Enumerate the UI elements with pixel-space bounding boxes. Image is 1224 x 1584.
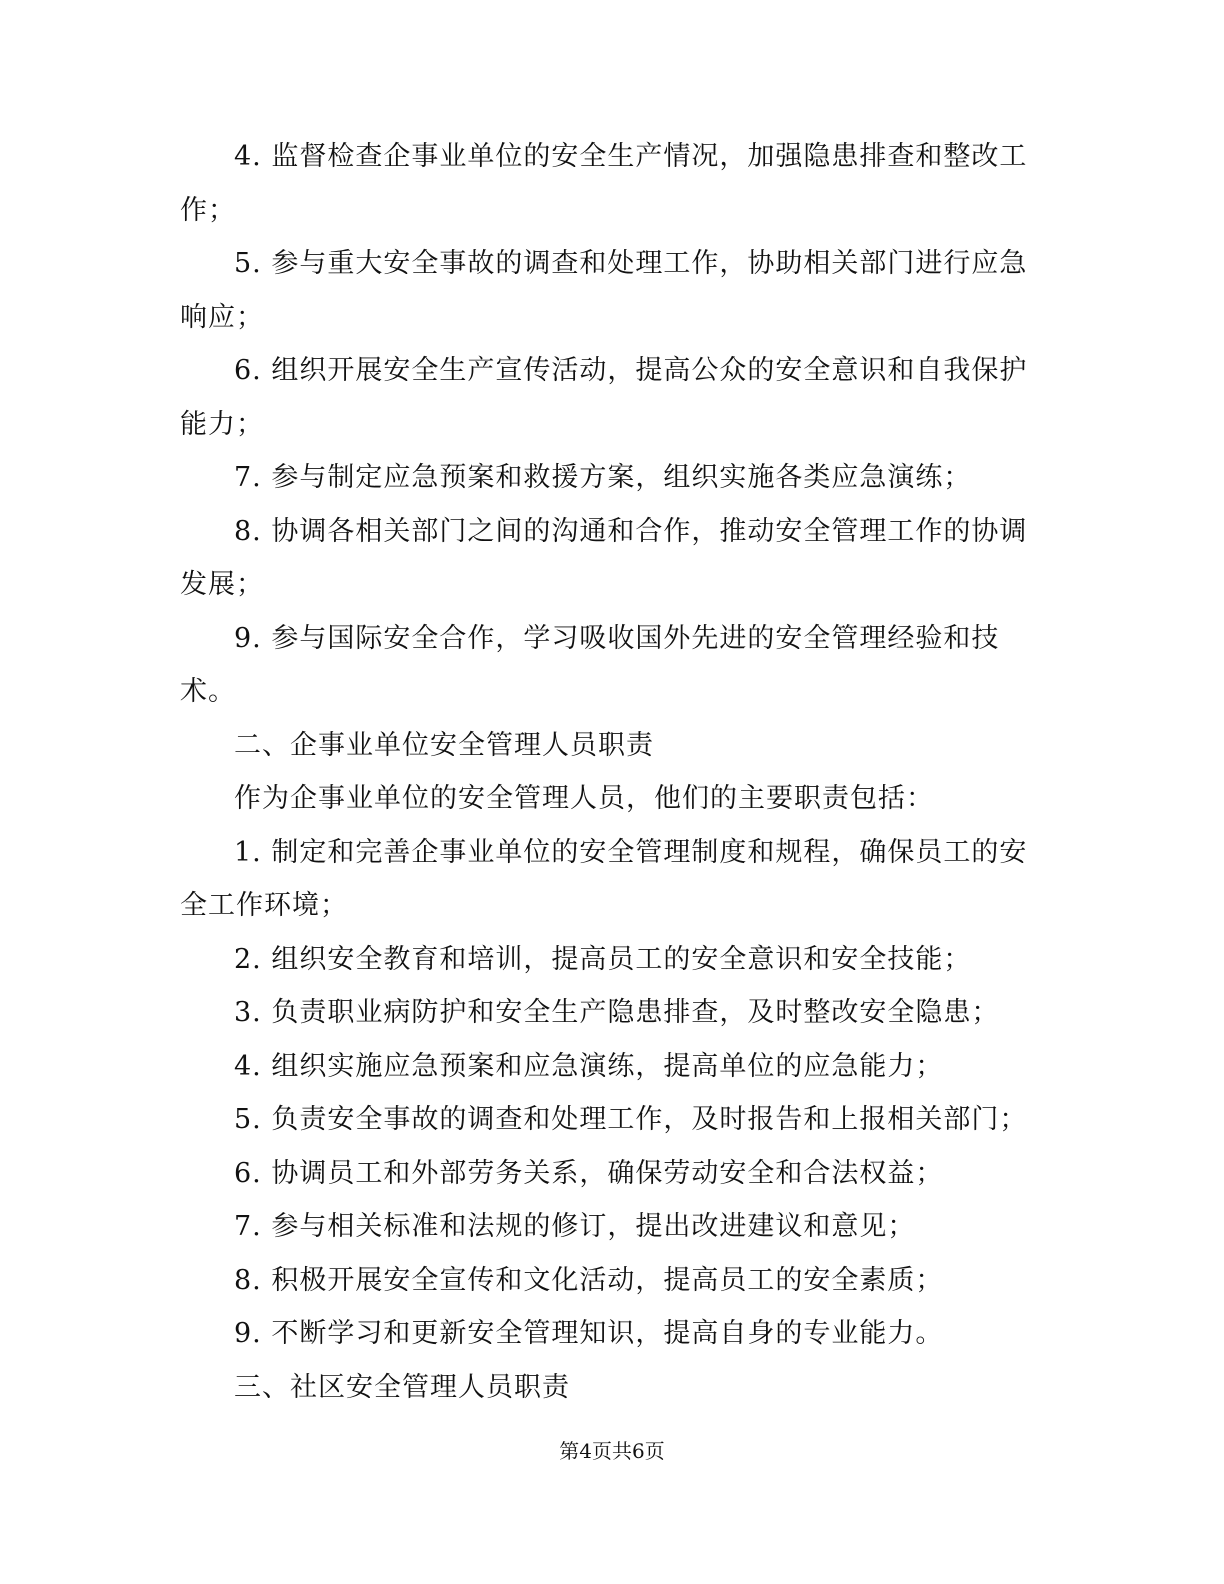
enterprise-item-8: 8. 积极开展安全宣传和文化活动，提高员工的安全素质； [234, 1264, 944, 1296]
enterprise-item-2: 2. 组织安全教育和培训，提高员工的安全意识和安全技能； [234, 943, 972, 975]
enterprise-item-6: 6. 协调员工和外部劳务关系，确保劳动安全和合法权益； [234, 1157, 944, 1189]
enterprise-item-4: 4. 组织实施应急预案和应急演练，提高单位的应急能力； [234, 1050, 944, 1082]
paragraph-item-6-publicity: 6. 组织开展安全生产宣传活动，提高公众的安全意识和自我保护能力； [180, 355, 1028, 440]
paragraph-item-4-supervise: 4. 监督检查企事业单位的安全生产情况，加强隐患排查和整改工作； [180, 141, 1028, 226]
section-heading-community: 三、社区安全管理人员职责 [234, 1371, 570, 1403]
enterprise-item-5: 5. 负责安全事故的调查和处理工作，及时报告和上报相关部门； [234, 1104, 1028, 1135]
paragraph-item-5-accident-investigation: 5. 参与重大安全事故的调查和处理工作，协助相关部门进行应急响应； [180, 248, 1028, 333]
paragraph-item-8-coordination: 8. 协调各相关部门之间的沟通和合作，推动安全管理工作的协调发展； [180, 515, 1028, 600]
document-body [180, 130, 1040, 1414]
page-number: 第4页共6页 [559, 1439, 665, 1463]
enterprise-item-7: 7. 参与相关标准和法规的修订，提出改进建议和意见； [234, 1211, 916, 1242]
enterprise-item-3: 3. 负责职业病防护和安全生产隐患排查，及时整改安全隐患； [234, 997, 1000, 1028]
enterprise-item-9: 9. 不断学习和更新安全管理知识，提高自身的专业能力。 [234, 1318, 944, 1349]
enterprise-item-1: 1. 制定和完善企事业单位的安全管理制度和规程，确保员工的安全工作环境； [180, 836, 1028, 921]
section-heading-enterprise: 二、企事业单位安全管理人员职责 [234, 729, 654, 761]
section-intro-enterprise: 作为企事业单位的安全管理人员，他们的主要职责包括： [234, 783, 934, 814]
paragraph-item-9-international: 9. 参与国际安全合作，学习吸收国外先进的安全管理经验和技术。 [180, 622, 1000, 707]
paragraph-item-7-emergency-plan: 7. 参与制定应急预案和救援方案，组织实施各类应急演练； [234, 462, 972, 493]
